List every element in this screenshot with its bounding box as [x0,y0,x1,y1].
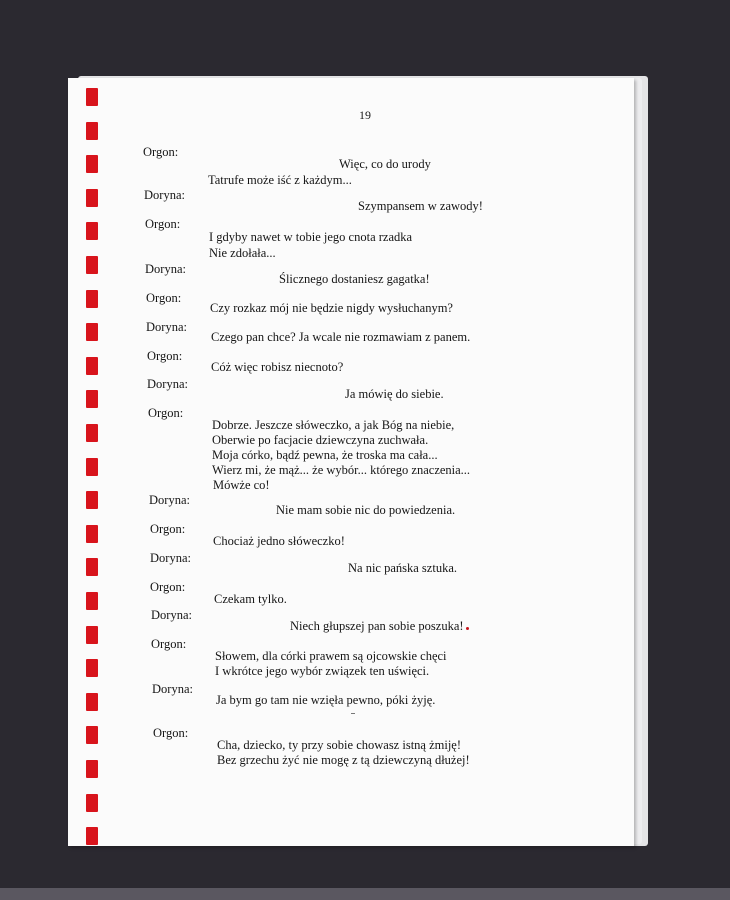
speaker-label: Orgon: [145,217,181,231]
dialogue-line: Słowem, dla córki prawem są ojcowskie chęci [215,649,447,663]
speaker-label: Doryna: [146,320,187,334]
speaker-label: Orgon: [147,349,183,363]
dialogue-line: Szympansem w zawody! [358,199,483,213]
dialogue-line: Czekam tylko. [214,592,287,606]
binding-ring [86,290,98,308]
binding-ring [86,424,98,442]
dialogue-line: Niech głupszej pan sobie poszuka! [290,619,464,633]
binding-ring [86,693,98,711]
dialogue-line: Więc, co do urody [339,157,431,171]
speaker-label: Orgon: [146,291,182,305]
speaker-label: Doryna: [152,682,193,696]
binding-ring [86,491,98,509]
binding-ring [86,122,98,140]
binding-ring [86,189,98,207]
speaker-label: Doryna: [145,262,186,276]
binding-ring [86,827,98,845]
speaker-label: Doryna: [150,551,191,565]
speaker-label: Doryna: [149,493,190,507]
binding-ring [86,794,98,812]
binding-ring [86,726,98,744]
speaker-label: Orgon: [143,145,179,159]
binding-ring [86,458,98,476]
binding-ring [86,88,98,106]
dialogue-line: Mówże co! [213,478,270,492]
dialogue-line: Nie zdołała... [209,246,276,260]
binding-ring [86,760,98,778]
spiral-binding [86,82,100,842]
speaker-label: Doryna: [151,608,192,622]
dialogue-line: Moja córko, bądź pewna, że troska ma cała... [212,448,438,462]
binding-ring [86,592,98,610]
binding-ring [86,525,98,543]
dialogue-line: Na nic pańska sztuka. [348,561,457,575]
dialogue-line: Cóż więc robisz niecnoto? [211,360,344,374]
dialogue-line: Dobrze. Jeszcze słóweczko, a jak Bóg na niebie, [212,418,455,432]
dialogue-line: Bez grzechu żyć nie mogę z tą dziewczyną dłużej! [217,753,470,767]
binding-ring [86,390,98,408]
speaker-label: Doryna: [147,377,188,391]
speaker-label: Orgon: [150,522,186,536]
binding-ring [86,155,98,173]
binding-ring [86,323,98,341]
scanner-bed-edge [0,888,730,900]
speaker-label: Orgon: [153,726,189,740]
speaker-label: Orgon: [148,406,184,420]
dialogue-line: Oberwie po facjacie dziewczyna zuchwała. [212,433,429,447]
dialogue-line: Cha, dziecko, ty przy sobie chowasz istną żmiję! [217,738,462,752]
dialogue-line: I wkrótce jego wybór związek ten uświęci. [215,664,430,678]
ink-mark [351,713,355,714]
speaker-label: Orgon: [150,580,186,594]
dialogue-line: Ślicznego dostaniesz gagatka! [279,272,430,286]
dialogue-line: Czego pan chce? Ja wcale nie rozmawiam z panem. [211,330,471,344]
binding-ring [86,659,98,677]
dialogue-line: Nie mam sobie nic do powiedzenia. [276,503,456,517]
dialogue-line: Chociaż jedno słóweczko! [213,534,345,548]
binding-ring [86,256,98,274]
dialogue-line: Ja mówię do siebie. [345,387,444,401]
ink-speck [466,627,469,630]
dialogue-line: Czy rozkaz mój nie będzie nigdy wysłuchanym? [210,301,453,315]
dialogue-line: I gdyby nawet w tobie jego cnota rzadka [209,230,413,244]
dialogue-line: Tatrufe może iść z każdym... [208,173,352,187]
binding-ring [86,626,98,644]
dialogue-line: Ja bym go tam nie wzięła pewno, póki żyję. [216,693,436,707]
binding-ring [86,222,98,240]
speaker-label: Orgon: [151,637,187,651]
page-number: 19 [359,108,371,122]
speaker-label: Doryna: [144,188,185,202]
binding-ring [86,558,98,576]
binding-ring [86,357,98,375]
dialogue-line: Wierz mi, że mąż... że wybór... którego znaczenia... [212,463,471,477]
